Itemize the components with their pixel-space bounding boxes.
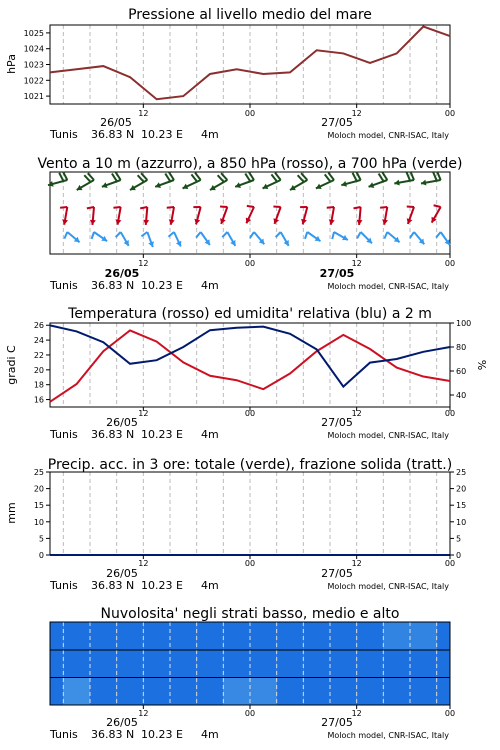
pressure-location-name: Tunis [50, 128, 78, 141]
cloud-date-2: 27/05 [321, 716, 353, 729]
x-tick-label-0: 12 [138, 109, 149, 118]
wind-barb-feather [407, 206, 414, 207]
y-tick-label-3: 15 [33, 501, 44, 511]
cloud-cell-0-5 [170, 622, 197, 650]
wind-barb-feather [140, 207, 147, 208]
pressure-ylabel: hPa [5, 54, 18, 74]
x-tick-label-0: 12 [138, 559, 149, 568]
wind-barb-feather [87, 207, 94, 208]
cloud-cell-0-6 [197, 622, 224, 650]
temperature-credit: Moloch model, CNR-ISAC, Italy [327, 431, 449, 440]
y-right-tick-label-0: 0 [456, 551, 462, 560]
pressure-date-2: 27/05 [321, 116, 353, 129]
cloud-cell-1-4 [143, 650, 170, 678]
pressure-location-lat: 36.83 N [91, 128, 135, 141]
wind-location-lat: 36.83 N [91, 279, 135, 292]
cloud-cell-0-8 [250, 622, 277, 650]
cloud-cell-2-9 [277, 678, 304, 706]
y-tick-label-5: 26 [33, 321, 44, 331]
cloud-cell-1-12 [357, 650, 384, 678]
x-tick-label-3: 00 [444, 559, 456, 568]
wind-credit: Moloch model, CNR-ISAC, Italy [327, 282, 449, 291]
cloud-cell-1-6 [197, 650, 224, 678]
cloud-cell-1-1 [63, 650, 90, 678]
cloud-cell-1-7 [223, 650, 250, 678]
y-tick-label-5: 25 [33, 468, 44, 477]
x-tick-label-3: 00 [444, 109, 456, 118]
y-right-tick-label-4: 20 [456, 484, 467, 494]
cloud-cell-1-15 [437, 650, 450, 678]
x-tick-label-1: 00 [244, 259, 256, 268]
y-tick-label-0: 1021 [23, 92, 44, 102]
wind-barb-feather [113, 207, 120, 208]
pressure-location-elev: 4m [201, 128, 219, 141]
temperature-location-elev: 4m [201, 428, 219, 441]
y-right-tick-label-2: 10 [456, 517, 467, 527]
temperature-location-lat: 36.83 N [91, 428, 135, 441]
x-tick-label-2: 12 [351, 259, 362, 268]
y-tick-label-2: 10 [33, 517, 44, 527]
cloud-cell-1-3 [117, 650, 144, 678]
cloud-cell-2-0 [50, 678, 63, 706]
y-tick-label-3: 22 [33, 350, 44, 360]
y-tick-label-0: 0 [38, 551, 44, 560]
x-tick-label-0: 12 [138, 259, 149, 268]
cloud-cell-0-9 [277, 622, 304, 650]
cloud-cell-2-10 [303, 678, 330, 706]
x-tick-label-2: 12 [351, 109, 362, 118]
cloud-cell-2-5 [170, 678, 197, 706]
wind-barb-feather [380, 207, 387, 208]
cloud-cell-1-8 [250, 650, 277, 678]
cloud-cell-2-1 [63, 678, 90, 706]
cloud-cell-1-11 [330, 650, 357, 678]
y-tick-label-2: 20 [33, 365, 44, 375]
x-tick-label-1: 00 [244, 409, 256, 418]
x-tick-label-1: 00 [244, 559, 256, 568]
wind-barb-feather [247, 206, 254, 207]
cloud-cell-0-15 [437, 622, 450, 650]
temperature-title: Temperatura (rosso) ed umidita' relativa (blu) a 2 m [68, 306, 432, 322]
cloud-cell-2-8 [250, 678, 277, 706]
cloud-cell-2-4 [143, 678, 170, 706]
precipitation-location-lon: 10.23 E [141, 579, 183, 592]
x-tick-label-2: 12 [351, 409, 362, 418]
x-tick-label-1: 00 [244, 709, 256, 718]
cloud-cell-0-12 [357, 622, 384, 650]
cloud-cell-1-10 [303, 650, 330, 678]
cloud-location-lat: 36.83 N [91, 728, 135, 741]
wind-barb-feather [60, 207, 67, 208]
y-tick-label-0: 16 [33, 395, 44, 405]
cloud-cell-0-2 [90, 622, 117, 650]
wind-location-name: Tunis [50, 279, 78, 292]
temperature-date-2: 27/05 [321, 416, 353, 429]
wind-location-lon: 10.23 E [141, 279, 183, 292]
x-tick-label-3: 00 [444, 259, 456, 268]
y-tick-label-4: 1025 [23, 28, 44, 38]
cloud-cell-1-13 [383, 650, 410, 678]
cloud-title: Nuvolosita' negli strati basso, medio e alto [100, 606, 400, 622]
cloud-cell-2-14 [410, 678, 437, 706]
y-right-tick-label-1: 60 [456, 367, 467, 376]
cloud-cell-2-6 [197, 678, 224, 706]
x-tick-label-2: 12 [351, 709, 362, 718]
cloud-cell-2-11 [330, 678, 357, 706]
precipitation-date-2: 27/05 [321, 567, 353, 580]
x-tick-label-0: 12 [138, 409, 149, 418]
y-tick-label-2: 1023 [23, 60, 44, 70]
cloud-cell-1-5 [170, 650, 197, 678]
wind-barb-feather [354, 207, 361, 208]
temperature-location-name: Tunis [50, 428, 78, 441]
cloud-cell-0-1 [63, 622, 90, 650]
x-tick-label-2: 12 [351, 559, 362, 568]
precipitation-location-lat: 36.83 N [91, 579, 135, 592]
y-right-tick-label-5: 25 [456, 468, 467, 477]
cloud-cell-1-14 [410, 650, 437, 678]
y-right-tick-label-3: 100 [456, 319, 472, 328]
temperature-location-lon: 10.23 E [141, 428, 183, 441]
pressure-location-lon: 10.23 E [141, 128, 183, 141]
x-tick-label-1: 00 [244, 109, 256, 118]
cloud-cell-0-3 [117, 622, 144, 650]
cloud-cell-0-4 [143, 622, 170, 650]
humidity-ylabel: % [476, 359, 489, 371]
precipitation-location-name: Tunis [50, 579, 78, 592]
y-tick-label-4: 24 [33, 336, 44, 346]
y-right-tick-label-2: 80 [456, 343, 467, 352]
y-right-tick-label-0: 40 [456, 391, 467, 400]
x-tick-label-0: 12 [138, 709, 149, 718]
cloud-location-lon: 10.23 E [141, 728, 183, 741]
temperature-date-1: 26/05 [106, 416, 138, 429]
cloud-date-1: 26/05 [106, 716, 138, 729]
wind-date-1: 26/05 [104, 267, 140, 280]
cloud-cell-2-7 [223, 678, 250, 706]
precipitation-ylabel: mm [5, 502, 18, 524]
cloud-credit: Moloch model, CNR-ISAC, Italy [327, 731, 449, 740]
precipitation-credit: Moloch model, CNR-ISAC, Italy [327, 582, 449, 591]
cloud-cell-0-14 [410, 622, 437, 650]
cloud-cell-1-2 [90, 650, 117, 678]
y-tick-label-1: 5 [38, 534, 44, 544]
wind-barb-feather [327, 207, 334, 208]
wind-barb-feather [220, 206, 227, 207]
x-tick-label-3: 00 [444, 409, 456, 418]
cloud-location-elev: 4m [201, 728, 219, 741]
y-right-tick-label-1: 5 [456, 534, 462, 544]
pressure-date-1: 26/05 [100, 116, 132, 129]
cloud-cell-0-11 [330, 622, 357, 650]
cloud-location-name: Tunis [50, 728, 78, 741]
cloud-cell-2-2 [90, 678, 117, 706]
y-tick-label-3: 1024 [23, 44, 44, 54]
y-tick-label-1: 1022 [23, 76, 44, 86]
y-right-tick-label-3: 15 [456, 501, 467, 511]
pressure-credit: Moloch model, CNR-ISAC, Italy [327, 131, 449, 140]
wind-barb-feather [273, 206, 280, 207]
pressure-title: Pressione al livello medio del mare [128, 7, 372, 23]
wind-title: Vento a 10 m (azzurro), a 850 hPa (rosso), a 700 hPa (verde) [37, 156, 463, 172]
precipitation-title: Precip. acc. in 3 ore: totale (verde), frazione solida (tratt.) [47, 457, 453, 473]
precipitation-location-elev: 4m [201, 579, 219, 592]
cloud-cell-2-13 [383, 678, 410, 706]
cloud-cell-0-7 [223, 622, 250, 650]
y-tick-label-1: 18 [33, 380, 44, 390]
wind-barb-feather [167, 207, 174, 208]
precipitation-date-1: 26/05 [106, 567, 138, 580]
cloud-cell-1-0 [50, 650, 63, 678]
cloud-cell-2-12 [357, 678, 384, 706]
cloud-cell-2-15 [437, 678, 450, 706]
temperature-ylabel: gradi C [5, 345, 18, 385]
cloud-cell-1-9 [277, 650, 304, 678]
cloud-cell-0-10 [303, 622, 330, 650]
x-tick-label-3: 00 [444, 709, 456, 718]
y-tick-label-4: 20 [33, 484, 44, 494]
wind-location-elev: 4m [201, 279, 219, 292]
wind-date-2: 27/05 [319, 267, 355, 280]
cloud-cell-0-13 [383, 622, 410, 650]
cloud-cell-0-0 [50, 622, 63, 650]
cloud-cell-2-3 [117, 678, 144, 706]
